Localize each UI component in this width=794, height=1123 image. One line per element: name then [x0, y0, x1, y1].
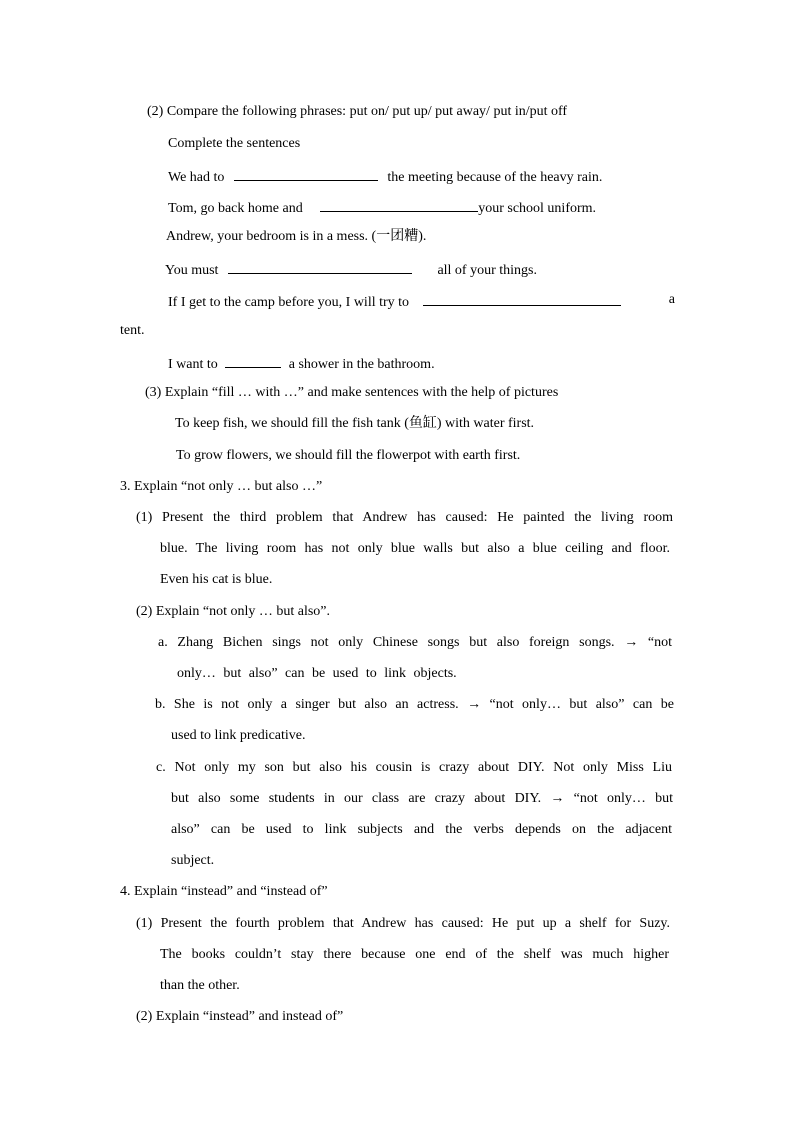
sentence-6-end: a shower in the bathroom. [288, 357, 435, 372]
example-a-line-2: only… but also” can be used to link objects. [177, 666, 457, 681]
section-4-point-1-line-3: than the other. [160, 978, 240, 993]
section-4-point-2: (2) Explain “instead” and instead of” [136, 1009, 344, 1024]
example-b-line-1: b. She is not only a singer but also an actress. → “not only… but also” can be [155, 697, 674, 712]
phrases-instruction: Complete the sentences [168, 136, 301, 151]
fill-with-example-1: To keep fish, we should fill the fish tank (鱼缸) with water first. [175, 416, 535, 431]
section-3-point-2: (2) Explain “not only … but also”. [136, 604, 331, 619]
sentence-4 [165, 260, 537, 279]
sentence-3: Andrew, your bedroom is in a mess. (一团糟). [166, 229, 427, 244]
section-3-point-1-line-2: blue. The living room has not only blue walls but also a blue ceiling and floor. [160, 541, 670, 556]
answer-blank-5[interactable] [423, 292, 621, 306]
fill-with-example-2: To grow flowers, we should fill the flowerpot with earth first. [176, 448, 521, 463]
sentence-4-end: all of your things. [437, 263, 537, 278]
sentence-6 [168, 354, 435, 373]
section-4-point-1-line-1: (1) Present the fourth problem that Andrew has caused: He put up a shelf for Suzy. [136, 916, 670, 931]
sentence-6-start: I want to [168, 357, 218, 372]
sentence-5-continued: tent. [120, 323, 145, 338]
example-c-line-3: also” can be used to link subjects and the verbs depends on the adjacent [171, 822, 672, 837]
sentence-2-end: your school uniform. [478, 201, 597, 216]
answer-blank-6[interactable] [225, 354, 281, 368]
example-c-line-4: subject. [171, 853, 215, 868]
sentence-5 [168, 292, 675, 311]
sentence-5-start: If I get to the camp before you, I will try to [168, 295, 410, 310]
section-3-point-1-line-1: (1) Present the third problem that Andrew has caused: He painted the living room [136, 510, 673, 525]
sentence-1-end: the meeting because of the heavy rain. [387, 170, 603, 185]
example-c-line-1: c. Not only my son but also his cousin is crazy about DIY. Not only Miss Liu [156, 760, 672, 775]
sentence-5-end: a [668, 292, 675, 307]
example-c-line-2: but also some students in our class are crazy about DIY. → “not only… but [171, 791, 673, 806]
answer-blank-4[interactable] [228, 260, 412, 274]
example-b-line-2: used to link predicative. [171, 728, 306, 743]
sentence-1-start: We had to [168, 170, 225, 185]
section-4-heading: 4. Explain “instead” and “instead of” [120, 884, 328, 899]
answer-blank-1[interactable] [234, 167, 378, 181]
answer-blank-2[interactable] [320, 198, 478, 212]
sentence-1 [168, 167, 602, 186]
section-4-point-1-line-2: The books couldn’t stay there because one end of the shelf was much higher [160, 947, 669, 962]
fill-with-heading: (3) Explain “fill … with …” and make sentences with the help of pictures [145, 385, 559, 400]
example-a-line-1: a. Zhang Bichen sings not only Chinese songs but also foreign songs. → “not [158, 635, 672, 650]
sentence-4-start: You must [165, 263, 219, 278]
sentence-2-start: Tom, go back home and [168, 201, 303, 216]
phrases-heading: (2) Compare the following phrases: put on/ put up/ put away/ put in/put off [147, 104, 568, 119]
section-3-heading: 3. Explain “not only … but also …” [120, 479, 323, 494]
sentence-2 [168, 198, 596, 217]
section-3-point-1-line-3: Even his cat is blue. [160, 572, 273, 587]
